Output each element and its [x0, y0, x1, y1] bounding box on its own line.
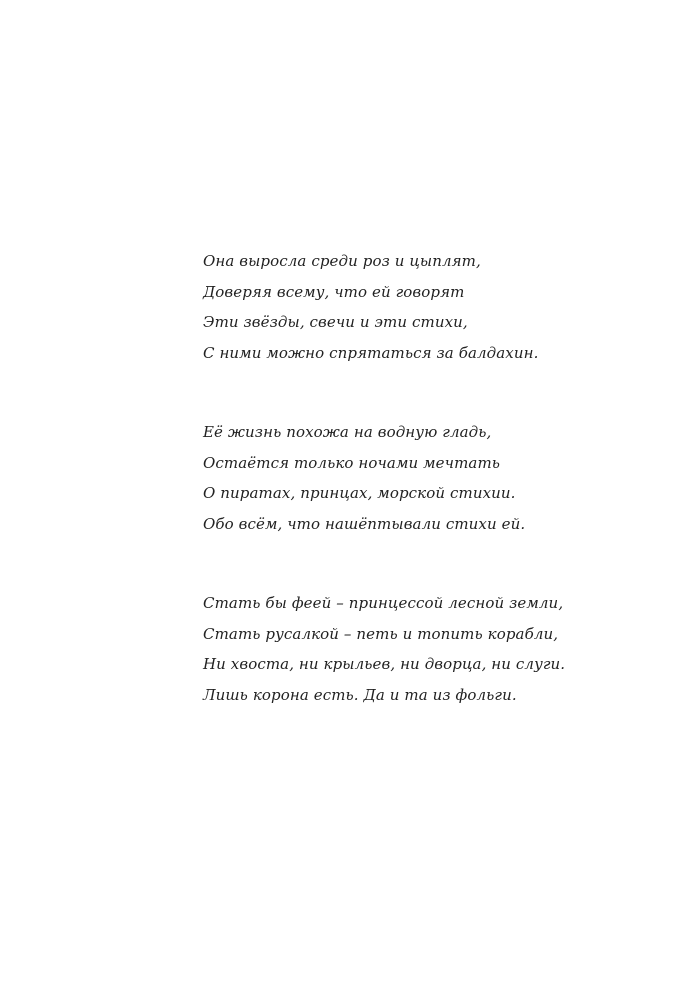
poem-line: Обо всём, что нашёптывали стихи ей. [203, 514, 526, 533]
poem-line: Она выросла среди роз и цыплят, [203, 252, 481, 270]
stanza-2 [203, 417, 643, 539]
poem-line: Эти звёзды, свечи и эти стихи, [203, 313, 468, 331]
poem-line: Лишь корона есть. Да и та из фольги. [203, 685, 517, 704]
poem-line: С ними можно спрятаться за балдахин. [203, 343, 539, 362]
poem-line: Ни хвоста, ни крыльев, ни дворца, ни слуги. [203, 655, 566, 673]
poem-line: О пиратах, принцах, морской стихии. [203, 484, 516, 502]
stanza-3 [203, 588, 643, 710]
poem [203, 246, 643, 759]
poem-line: Доверяя всему, что ей говорят [203, 282, 465, 301]
poem-line: Остаётся только ночами мечтать [203, 453, 501, 472]
poem-line: Стать русалкой – петь и топить корабли, [203, 624, 559, 643]
poem-line: Стать бы феей – принцессой лесной земли, [203, 594, 564, 612]
poem-line: Её жизнь похожа на водную гладь, [203, 423, 492, 441]
stanza-1 [203, 246, 643, 368]
